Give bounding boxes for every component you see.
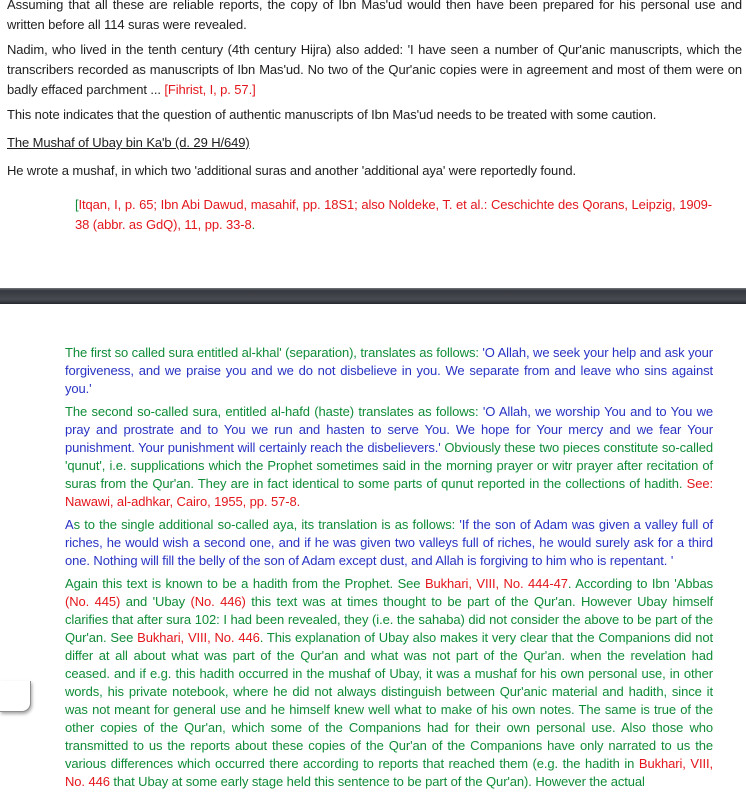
text-segment: This note indicates that the question of authentic manuscripts of Ibn Mas'ud needs to be treated with some caution.: [7, 107, 657, 122]
side-panel-tab-handle[interactable]: [0, 681, 31, 712]
text-segment: . According to Ibn 'Abbas: [567, 576, 713, 591]
paragraph-assuming: [7, 0, 742, 35]
text-segment: .: [251, 217, 256, 232]
text-segment: that Ubay at some early stage held this sentence to be part of the Qur'an). However the actual: [109, 774, 645, 789]
text-segment: A: [65, 517, 74, 532]
text-segment: 'O Allah, we seek your help and ask your forgiveness, and we praise you and we do not disbelieve in you. We separate from and leave who sins against you.': [65, 345, 713, 396]
text-segment: this text was at times thought to be part of the Qur'an. However Ubay himself clarifies that after sura 102: I had been revealed, they (i.e. the sahaba) did not consider the above to be part of the Qur'an. See: [65, 594, 714, 645]
text-segment: Itqan, I, p. 65; Ibn Abi Dawud, masahif, pp. 18S1; also Noldeke, T. et al.: Ceschichte des Qorans, Leipzig, 1909-38 (abbr. as GdQ), 11, pp. 33-8: [75, 197, 712, 232]
paragraph-first-sura: [65, 344, 713, 398]
text-segment: (No. 446): [190, 594, 246, 609]
paragraph-caution: [7, 105, 742, 125]
text-segment: Again this text is known to be a hadith from the Prophet. See: [65, 576, 425, 591]
text-segment: See: Nawawi, al-adhkar, Cairo, 1955, pp. 57-8.: [65, 476, 713, 509]
text-segment: Nadim, who lived in the tenth century (4th century Hijra) also added: 'I have seen a number of Qur'anic manuscripts, which the transcribers recorded as manuscripts of Ibn Mas'ud. No two of the Qur'anic copies were in agreement and most of them were on badly effaced parchment ...: [7, 42, 742, 97]
text-segment: The first so called sura entitled al-khal' (separation), translates as follows:: [65, 345, 483, 360]
section-heading-mushaf-of-ubay: The Mushaf of Ubay bin Ka'b (d. 29 H/649): [7, 135, 250, 150]
text-segment: and 'Ubay: [120, 594, 191, 609]
text-segment: Obviously these two pieces constitute so-called 'qunut', i.e. supplications which the Prophet sometimes said in the morning prayer or witr prayer after recitation of suras from the Qur'an. They are in fact identical to some parts of qunut reported in the collections of hadith.: [65, 440, 714, 491]
text-segment: He wrote a mushaf, in which two 'additional suras and another 'additional aya' were reportedly found.: [7, 163, 576, 178]
page-separator-bar: [0, 288, 746, 304]
text-segment: (No. 445): [65, 594, 121, 609]
text-segment: Bukhari, VIII, No. 446: [65, 756, 713, 789]
page-1: [0, 0, 746, 288]
text-segment: The second so-called sura, entitled al-hafd (haste) translates as follows:: [65, 404, 483, 419]
text-segment: Bukhari, VIII, No. 446: [137, 630, 260, 645]
paragraph-nadim: [7, 40, 742, 100]
text-segment: 'O Allah, we worship You and to You we pray and prostrate and to You we run and hasten to serve You. We hope for Your mercy and we fear Your punishment. Your punishment will certainly reach the disbelievers.': [65, 404, 713, 455]
text-segment: [Fihrist, I, p. 57.]: [164, 82, 256, 97]
text-segment: Assuming that all these are reliable reports, the copy of Ibn Mas'ud would then have been prepared for his personal use and written before all 114 suras were revealed.: [7, 0, 742, 32]
paragraph-he-wrote: [7, 161, 742, 181]
paragraph-again-hadith: [65, 575, 713, 791]
page-2: [0, 304, 746, 812]
text-segment: Bukhari, VIII, No. 444-47: [424, 576, 568, 591]
reference-citation-itqan: [75, 195, 712, 235]
text-segment: . This explanation of Ubay also makes it very clear that the Companions did not differ at all about what was part of the Qur'an and what was not part of the Qur'an. when the revelation had ceased. and if e.g. this hadith occurred in the mushaf of Ubay, it was a mushaf for his own personal use, in other words, his private notebook, where he did not always distinguish between Qur'anic material and hadith, since it was not meant for general use and he himself knew well what to make of his own notes. The same is true of the other copies of the Qur'an, which some of the Companions had for their own personal use. Also those who transmitted to us the reports about these copies of the Qur'an of the Companions have only narrated to us the various differences which occurred there according to reports that reached them (e.g. the hadith in: [65, 630, 714, 771]
text-segment: 'If the son of Adam was given a valley full of riches, he would wish a second one, and if he was given two valleys full of riches, he would surely ask for a third one. Nothing will fill the belly of the son of Adam except dust, and Allah is forgiving to him who is repentant. ': [65, 517, 714, 568]
paragraph-second-sura: [65, 403, 713, 511]
text-segment: [: [75, 197, 79, 212]
text-segment: s to the single additional so-called aya, its translation is as follows:: [73, 517, 460, 532]
paragraph-additional-aya: [65, 516, 713, 570]
